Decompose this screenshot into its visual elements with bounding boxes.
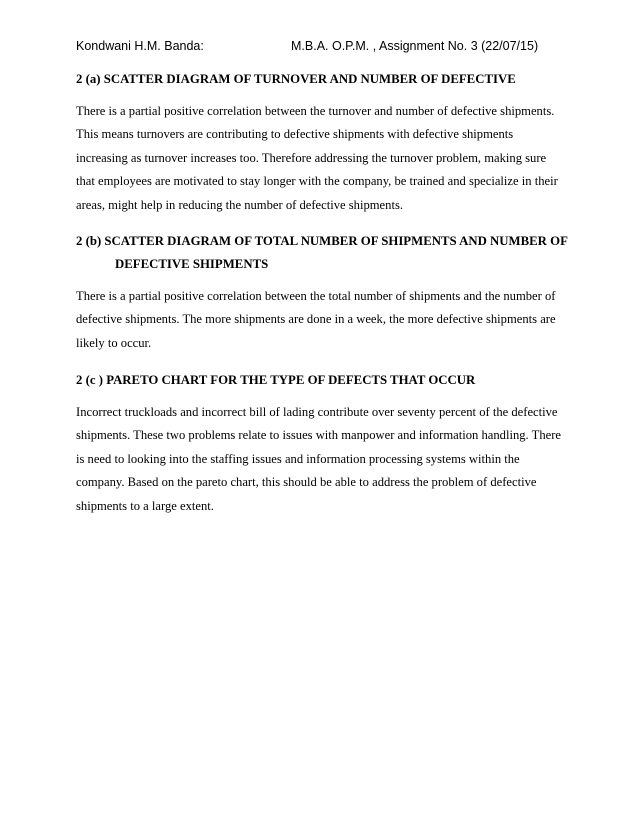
heading-line: 2 (b) SCATTER DIAGRAM OF TOTAL NUMBER OF SHIPMENTS AND NUMBER OF: [76, 234, 568, 248]
section-heading: [76, 68, 576, 91]
paragraph-line: This means turnovers are contributing to defective shipments with defective shipments: [76, 127, 514, 142]
paragraph-line: Incorrect truckloads and incorrect bill of lading contribute over seventy percent of the defective: [76, 405, 558, 419]
paragraph-line: There is a partial positive correlation between the total number of shipments and the number of: [76, 289, 556, 303]
paragraph-line: company. Based on the pareto chart, this should be able to address the problem of defective: [76, 475, 537, 490]
section-paragraph: [76, 401, 576, 518]
section-2a: [76, 68, 576, 217]
header-course-info: M.B.A. O.P.M. , Assignment No. 3 (22/07/15): [291, 39, 539, 53]
paragraph-line: shipments to a large extent.: [76, 498, 214, 513]
paragraph-line: that employees are motivated to stay longer with the company, be trained and specialize in their: [76, 174, 558, 189]
paragraph-line: increasing as turnover increases too. Therefore addressing the turnover problem, making sure: [76, 150, 547, 165]
paragraph-line: defective shipments. The more shipments are done in a week, the more defective shipments are: [76, 312, 556, 327]
paragraph-line: shipments. These two problems relate to issues with manpower and information handling. There: [76, 428, 561, 443]
section-2b: [76, 230, 576, 355]
heading-line: DEFECTIVE SHIPMENTS: [115, 257, 269, 271]
section-heading: [76, 230, 576, 276]
paragraph-line: There is a partial positive correlation between the turnover and number of defective shipments.: [76, 104, 555, 118]
section-paragraph: [76, 100, 576, 217]
section-2c: [76, 369, 576, 518]
heading-line: 2 (a) SCATTER DIAGRAM OF TURNOVER AND NUMBER OF DEFECTIVE: [76, 72, 516, 86]
heading-line: 2 (c ) PARETO CHART FOR THE TYPE OF DEFECTS THAT OCCUR: [76, 373, 476, 387]
paragraph-line: areas, might help in reducing the number of defective shipments.: [76, 197, 403, 212]
paragraph-line: is need to looking into the staffing issues and information processing systems within the: [76, 451, 520, 466]
paragraph-line: likely to occur.: [76, 335, 152, 350]
section-paragraph: [76, 285, 576, 355]
section-heading: [76, 369, 576, 392]
page-header: [76, 38, 596, 54]
header-author: Kondwani H.M. Banda:: [76, 39, 204, 53]
